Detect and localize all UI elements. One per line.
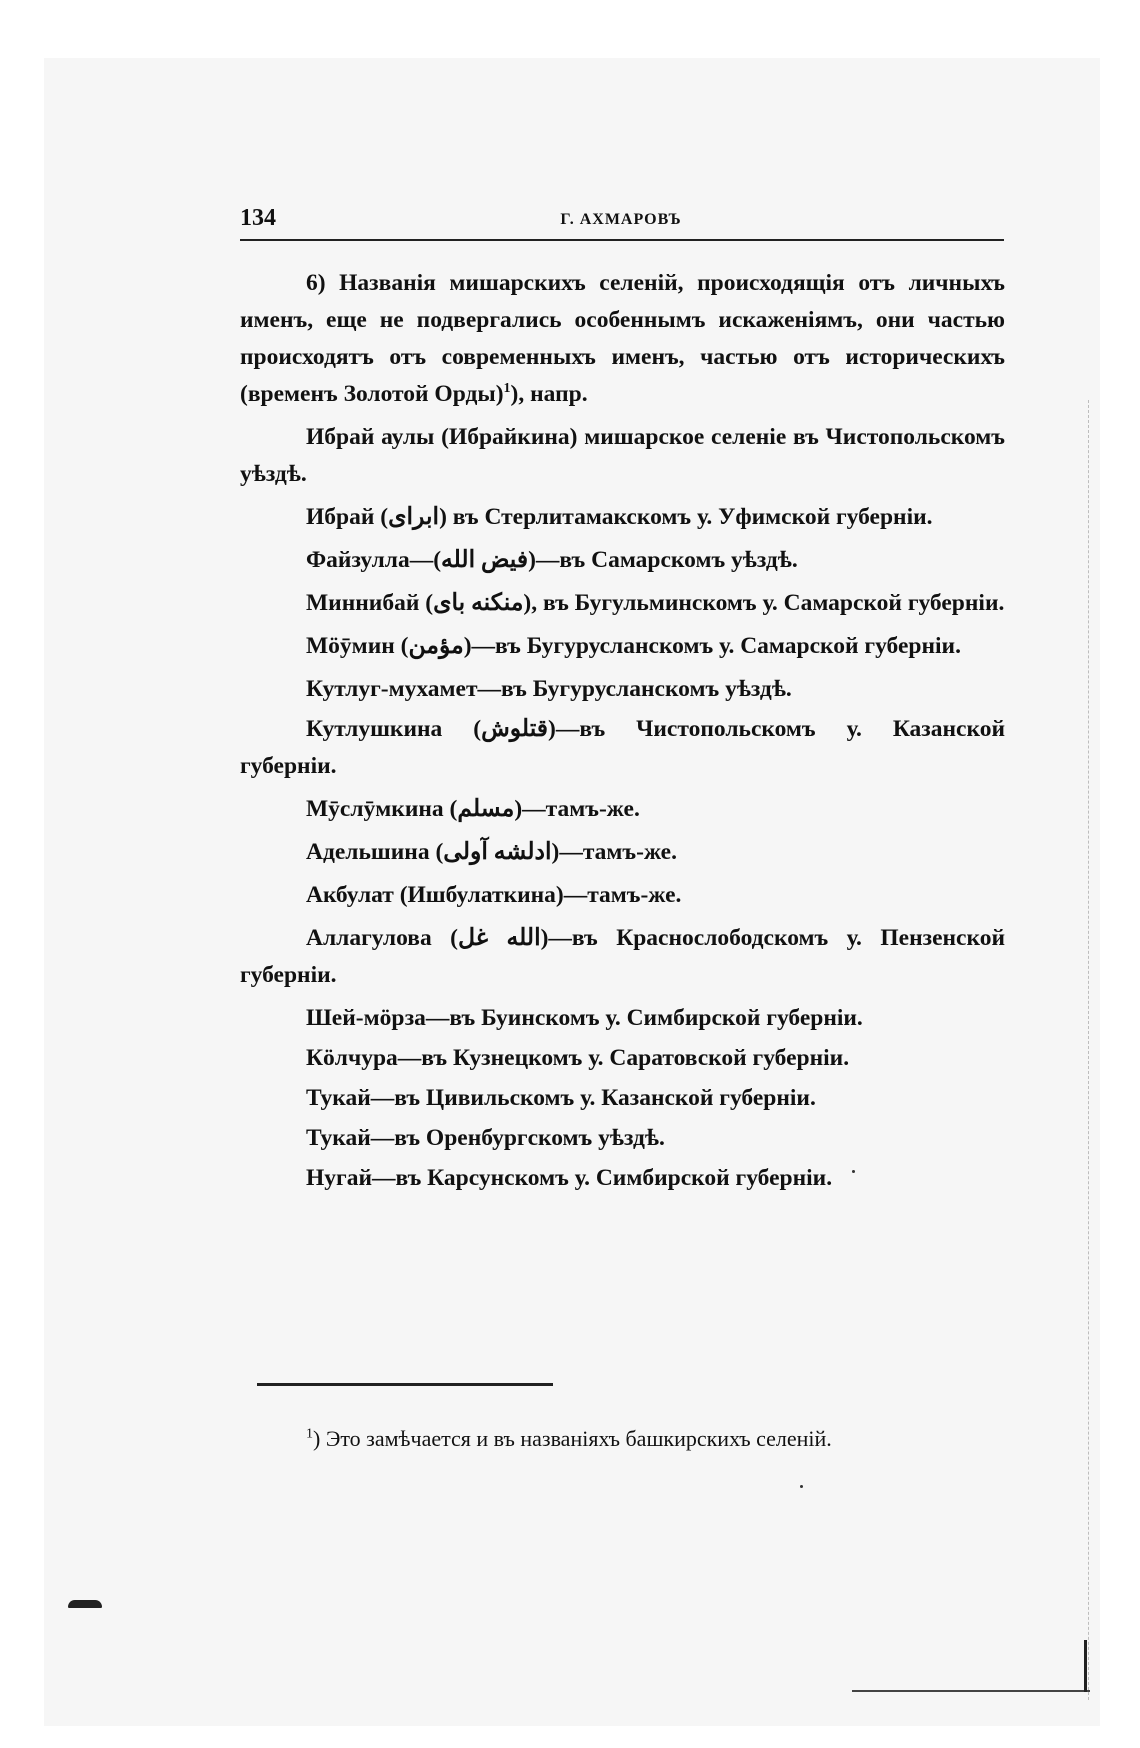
running-head: Г. АХМАРОВЪ xyxy=(560,211,682,228)
paragraph: Аллагулова (الله غل)—въ Краснослободскомъ у. Пензенской губерніи. xyxy=(240,925,1005,988)
paragraph: Акбулат (Ишбулаткина)—тамъ-же. xyxy=(306,882,682,908)
main-text xyxy=(240,265,1005,1200)
right-page-edge xyxy=(1088,400,1090,1700)
paragraph: Адельшина (ادلشه آولی)—тамъ-же. xyxy=(306,839,677,865)
footnote-rule xyxy=(257,1383,553,1386)
paragraph: 6) Названія мишарскихъ селеній, происходящія отъ личныхъ именъ, еще не подвергались особеннымъ искаженіямъ, они частью происходятъ отъ современныхъ именъ, частью отъ историческихъ (временъ Золотой Орды)$^1$), напр. xyxy=(240,270,1005,407)
footnote-marker: 1 xyxy=(306,1426,313,1442)
bottom-page-edge xyxy=(852,1690,1090,1692)
footnote: $^1$) Это замѣчается и въ названіяхъ башкирскихъ селеній. xyxy=(306,1426,832,1451)
paragraph: Файзулла—(فيض الله)—въ Самарскомъ уѣздѣ. xyxy=(306,547,798,573)
paragraph: Кутлушкина (قتلوش)—въ Чистопольскомъ у. Казанской губерніи. xyxy=(240,716,1005,779)
header-rule xyxy=(240,239,1004,241)
paragraph: Мӯслӯмкина (مسلم)—тамъ-же. xyxy=(306,796,640,822)
paragraph: Мӧӯмин (مؤمن)—въ Бугурусланскомъ у. Самарской губерніи. xyxy=(306,633,961,659)
footnote-text: Это замѣчается и въ названіяхъ башкирскихъ селеній. xyxy=(325,1426,832,1451)
paragraph: Миннибай (منكنه بای), въ Бугульминскомъ у. Самарской губерніи. xyxy=(306,590,1005,616)
paragraph: Кутлуг-мухамет—въ Бугурусланскомъ уѣздѣ. xyxy=(306,676,792,702)
ink-smudge xyxy=(68,1600,102,1608)
paragraph: Ибрай (ابرای) въ Стерлитамакскомъ у. Уфимской губерніи. xyxy=(306,504,933,530)
paragraph: Ибрай аулы (Ибрайкина) мишарское селеніе въ Чистопольскомъ уѣздѣ. xyxy=(240,424,1005,487)
speck xyxy=(800,1485,803,1488)
page-header xyxy=(240,205,1002,241)
corner-mark xyxy=(1084,1640,1087,1692)
paragraph: Тукай—въ Цивильскомъ у. Казанской губерніи. xyxy=(306,1085,816,1111)
paragraph: Нугай—въ Карсунскомъ у. Симбирской губерніи. xyxy=(306,1165,833,1191)
paragraph: Шей-мӧрза—въ Буинскомъ у. Симбирской губерніи. xyxy=(306,1005,863,1031)
paragraph: Кӧлчура—въ Кузнецкомъ у. Саратовской губерніи. xyxy=(306,1045,850,1071)
paragraph: Тукай—въ Оренбургскомъ уѣздѣ. xyxy=(306,1125,665,1151)
page-number: 134 xyxy=(240,205,276,231)
footnote-ref: 1 xyxy=(503,381,511,397)
